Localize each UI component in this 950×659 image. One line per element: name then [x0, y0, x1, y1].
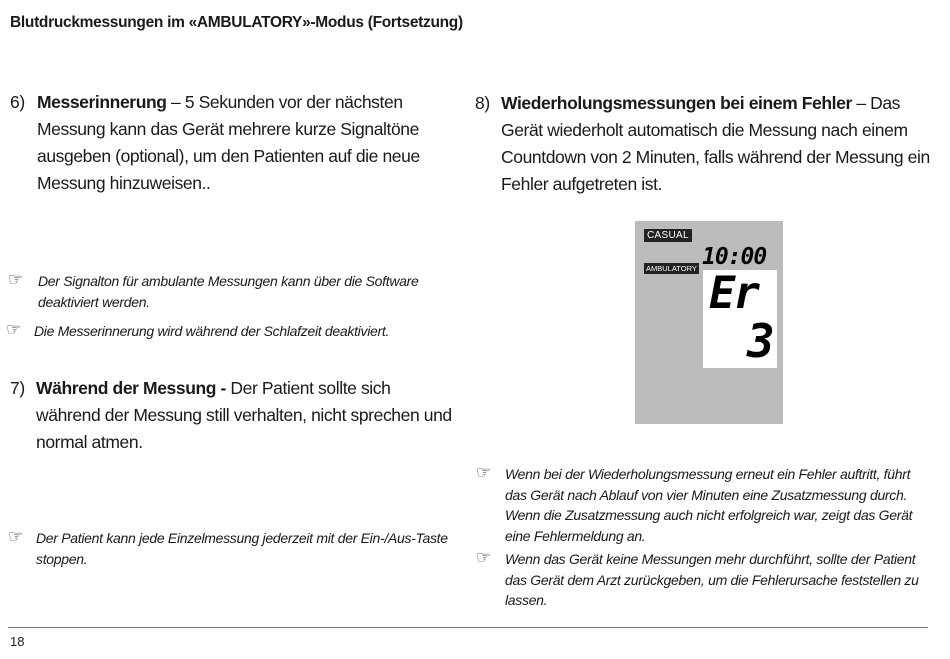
error-display-area [703, 270, 777, 368]
ambulatory-label: AMBULATORY [646, 264, 697, 273]
casual-label: CASUAL [644, 229, 692, 242]
item-number: 7) [10, 378, 25, 398]
item-number: 6) [10, 92, 25, 112]
item-number: 8) [475, 93, 490, 113]
pointing-hand-icon: ☞ [8, 527, 23, 546]
item-heading: Messerinnerung [37, 92, 167, 112]
page-number: 18 [10, 634, 25, 649]
instruction-item-7 [10, 375, 455, 456]
item-heading: Wiederholungsmessungen bei einem Fehler [501, 93, 852, 113]
note-stop-measurement: ☞ Der Patient kann jede Einzelmessung jederzeit mit der Ein-/Aus-Taste stoppen. [8, 527, 448, 567]
device-display [635, 221, 783, 424]
note-additional-measurement: ☞ Wenn bei der Wiederholungsmessung erneut ein Fehler auftritt, führt das Gerät nach Ablauf von vier Minuten eine Zusatzmessung durch. Wenn die Zusatzmessung auch nicht erfolgreich war, zeigt das Gerät eine Fehlermeldung an. [476, 463, 913, 544]
note-return-device: ☞ Wenn das Gerät keine Messungen mehr durchführt, sollte der Patient das Gerät dem Arzt zurückgeben, um die Fehlerursache feststellen zu lassen. [476, 548, 919, 608]
error-number: 3 [747, 314, 775, 368]
page-title: Blutdruckmessungen im «AMBULATORY»-Modus (Fortsetzung) [10, 14, 463, 31]
error-code: Er [709, 268, 758, 319]
item-text: – Das Gerät wiederholt automatisch die Messung nach einem Countdown von 2 Minuten, falls während der Messung ein Fehler aufgetreten ist. [501, 93, 930, 194]
item-text: Der Patient sollte sich während der Messung still verhalten, nicht sprechen und normal atmen. [36, 378, 452, 452]
pointing-hand-icon: ☞ [6, 320, 21, 339]
pointing-hand-icon: ☞ [476, 548, 491, 567]
note-sleep-time: ☞ Die Messerinnerung wird während der Schlafzeit deaktiviert. [6, 320, 390, 339]
item-text: – 5 Sekunden vor der nächsten Messung kann das Gerät mehrere kurze Signaltöne ausgeben (optional), um den Patienten auf die neue Messung hinzuweisen.. [37, 92, 420, 193]
footer-divider [8, 627, 928, 628]
pointing-hand-icon: ☞ [476, 463, 491, 482]
note-signal-tone: ☞ Der Signalton für ambulante Messungen kann über die Software deaktiviert werden. [8, 270, 419, 310]
instruction-item-8 [475, 90, 930, 198]
instruction-item-6 [10, 89, 430, 197]
pointing-hand-icon: ☞ [8, 270, 23, 289]
time-readout: 10:00 [702, 244, 767, 270]
item-heading: Während der Messung - [36, 378, 226, 398]
